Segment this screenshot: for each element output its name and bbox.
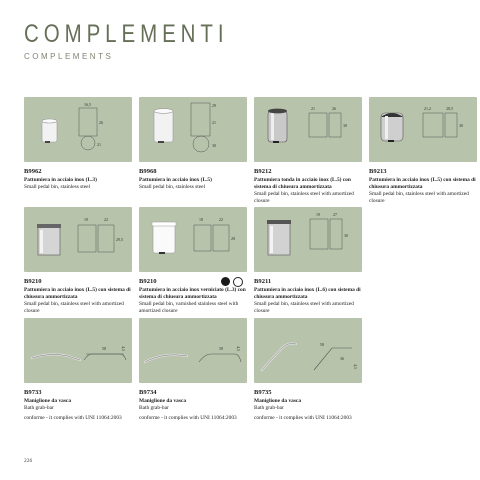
product-card-b9210-steel[interactable] [24, 207, 132, 315]
product-name: Maniglione da vasca [254, 397, 302, 404]
product-description: Bath grab-bar [254, 404, 284, 411]
page-subtitle: COMPLEMENTS [24, 52, 114, 61]
square-pedal-bin-white-illustration [139, 207, 247, 272]
product-thumbnail [254, 97, 362, 162]
page-number: 226 [24, 458, 33, 464]
dim-label: 30 [459, 123, 463, 128]
product-description: Small pedal bin, stainless steel [24, 183, 91, 190]
product-name: Maniglione da vasca [24, 397, 72, 404]
dim-label: 36 [340, 356, 344, 361]
product-name: Pattumiera tonda in acciaio inox (L.5) con sistema di chiusura ammortizzata [254, 176, 351, 190]
dim-label: 58 [320, 342, 324, 347]
product-card-b9211[interactable] [254, 207, 362, 315]
product-thumbnail [254, 318, 362, 383]
product-code: B9733 [24, 389, 42, 396]
dim-label: 16,5 [84, 102, 91, 107]
dim-label: 19 [84, 217, 88, 222]
round-pedal-bin-illustration [254, 97, 362, 162]
dim-label: 21 [212, 120, 216, 125]
dim-label: 18 [199, 217, 203, 222]
product-card-b9212[interactable] [254, 97, 362, 205]
pedal-bin-small-illustration [24, 97, 132, 162]
dim-label: 28,5 [446, 106, 453, 111]
dim-label: 28 [231, 236, 235, 241]
product-code: B9734 [139, 389, 157, 396]
dim-label: 29,5 [116, 237, 123, 242]
product-description: Small pedal bin, stainless steel with amortized closure [369, 190, 469, 204]
compliance-note: conforme - it complies with UNI 11064:2003 [254, 414, 352, 421]
dim-label: 21,2 [424, 106, 431, 111]
pedal-bin-illustration [369, 97, 477, 162]
color-options [221, 277, 243, 287]
product-row-2 [24, 207, 362, 315]
dim-label: 22 [104, 217, 108, 222]
dim-label: 29 [212, 103, 216, 108]
dim-label: 58 [219, 346, 223, 351]
pedal-bin-illustration [139, 97, 247, 162]
product-name: Pattumiera in acciaio inox (L.3) [24, 176, 97, 183]
grab-bar-illustration [139, 318, 247, 383]
product-row-1 [24, 97, 477, 205]
product-code: B9962 [24, 168, 42, 175]
dim-label: 58 [102, 346, 106, 351]
compliance-note: conforme - it complies with UNI 11064:2003 [24, 414, 122, 421]
dim-label: 21 [311, 106, 315, 111]
dim-label: 4,5 [353, 364, 358, 369]
product-thumbnail [24, 318, 132, 383]
product-card-b9734[interactable] [139, 318, 247, 422]
grab-bar-illustration [24, 318, 132, 383]
dim-label: 22 [219, 217, 223, 222]
product-description: Bath grab-bar [24, 404, 54, 411]
dim-label: 21 [97, 142, 101, 147]
product-name: Pattumiera in acciaio inox (L.5) con sistema di chiusura ammortizzata [369, 176, 476, 190]
product-row-3 [24, 318, 362, 422]
product-description: Bath grab-bar [139, 404, 169, 411]
product-card-b9210-varnished[interactable] [139, 207, 247, 315]
product-description: Small pedal bin, stainless steel with amortized closure [24, 300, 124, 314]
dim-label: 4,5 [236, 346, 241, 351]
dim-label: 4,5 [121, 346, 126, 351]
dim-label: 27 [333, 212, 337, 217]
product-code: B9210 [139, 278, 157, 285]
product-description: Small pedal bin, varnished stainless steel with amortized closure [139, 300, 239, 314]
square-pedal-bin-illustration [254, 207, 362, 272]
dim-label: 30 [212, 143, 216, 148]
product-name: Pattumiera in acciaio inox (L.6) con sistema di chiusura ammortizzata [254, 286, 361, 300]
product-description: Small pedal bin, stainless steel with amortized closure [254, 190, 354, 204]
product-code: B9210 [24, 278, 42, 285]
product-card-b9213[interactable] [369, 97, 477, 205]
product-name: Pattumiera in acciaio inox verniciato (L.3) con sistema di chiusura ammortizzata [139, 286, 246, 300]
product-thumbnail [139, 207, 247, 272]
product-thumbnail [254, 207, 362, 272]
product-thumbnail [139, 97, 247, 162]
dim-label: 30 [344, 233, 348, 238]
dim-label: 26 [99, 120, 103, 125]
dim-label: 30 [343, 123, 347, 128]
product-name: Pattumiera in acciaio inox (L.5) [139, 176, 212, 183]
product-description: Small pedal bin, stainless steel with amortized closure [254, 300, 354, 314]
product-code: B9212 [254, 168, 272, 175]
product-card-b9733[interactable] [24, 318, 132, 422]
square-pedal-bin-illustration [24, 207, 132, 272]
compliance-note: conforme - it complies with UNI 11064:2003 [139, 414, 237, 421]
dim-label: 19 [316, 212, 320, 217]
product-name: Pattumiera in acciaio inox (L.5) con sistema di chiusura ammortizzata [24, 286, 131, 300]
product-name: Maniglione da vasca [139, 397, 187, 404]
product-code: B9211 [254, 278, 272, 285]
product-thumbnail [24, 207, 132, 272]
angled-grab-bar-illustration [254, 318, 362, 383]
product-code: B9968 [139, 168, 157, 175]
product-card-b9735[interactable] [254, 318, 362, 422]
product-thumbnail [369, 97, 477, 162]
dim-label: 26 [332, 106, 336, 111]
product-description: Small pedal bin, stainless steel [139, 183, 206, 190]
page-title: COMPLEMENTI [24, 20, 229, 48]
product-code: B9735 [254, 389, 272, 396]
product-code: B9213 [369, 168, 387, 175]
product-card-b9962[interactable] [24, 97, 132, 205]
product-thumbnail [139, 318, 247, 383]
product-card-b9968[interactable] [139, 97, 247, 205]
color-swatch-black[interactable] [221, 277, 230, 286]
color-swatch-white[interactable] [233, 277, 243, 287]
product-thumbnail [24, 97, 132, 162]
